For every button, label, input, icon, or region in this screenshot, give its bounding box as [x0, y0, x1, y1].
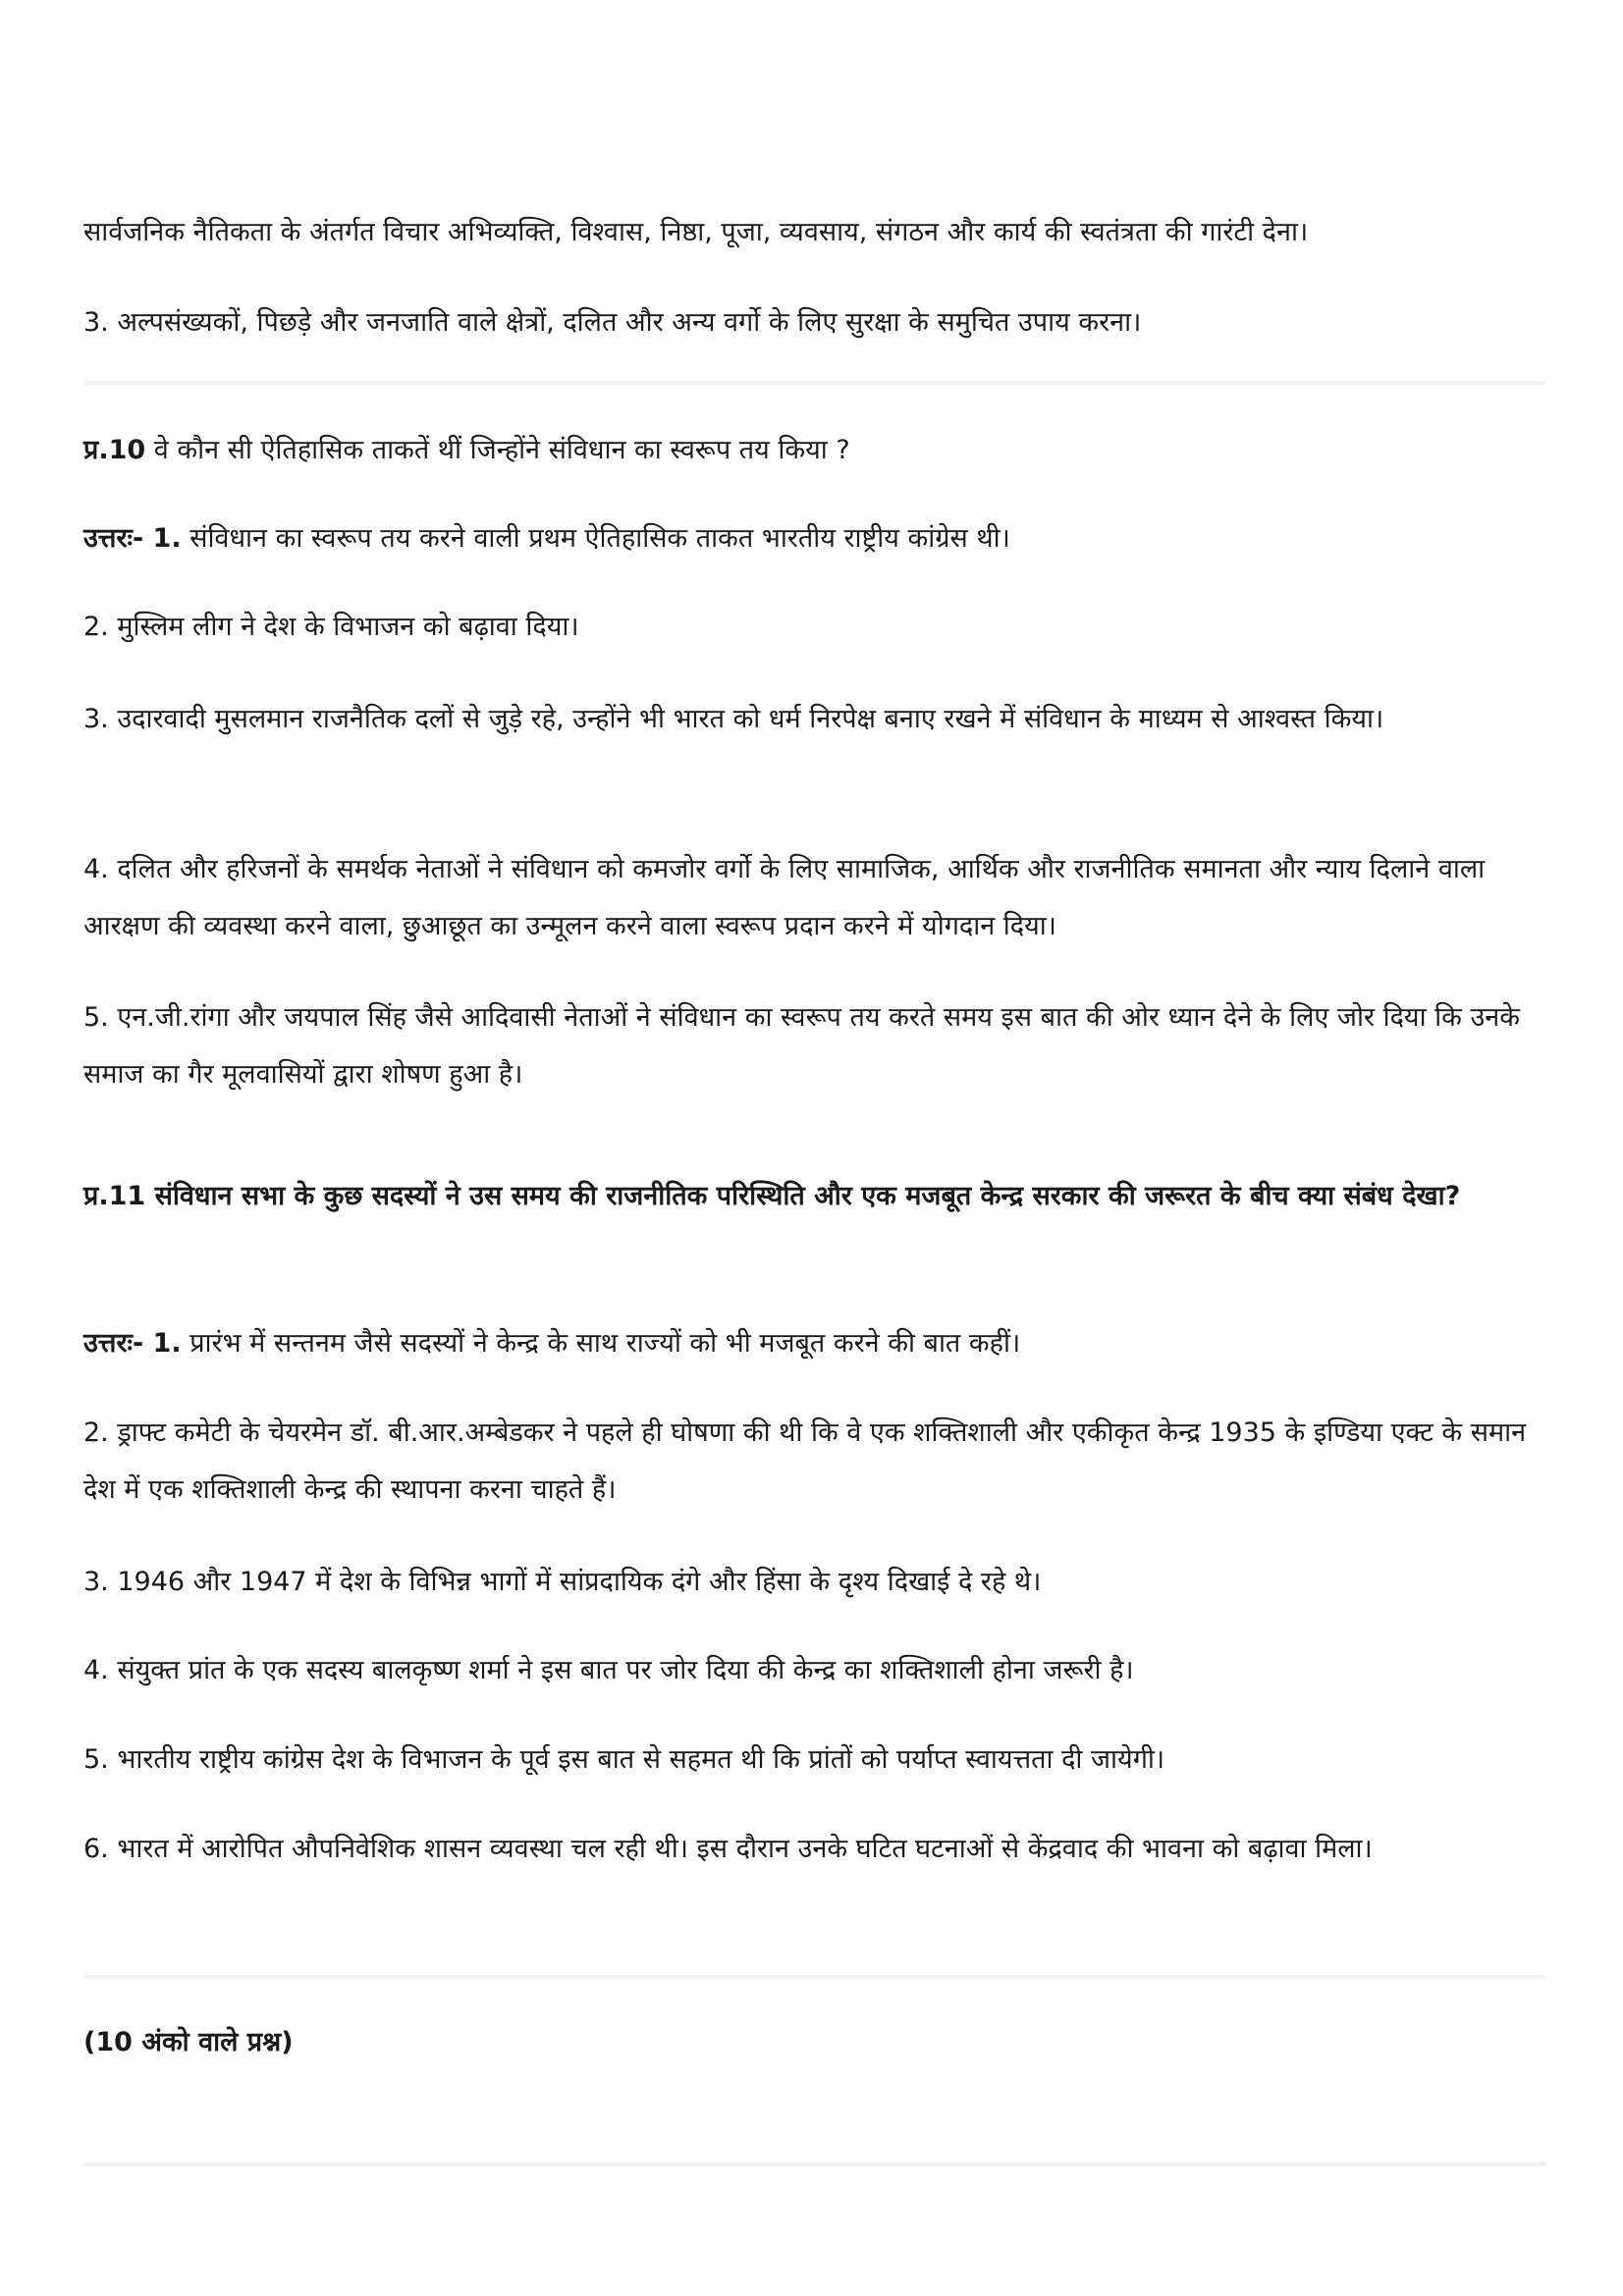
q11-point-3: 3. 1946 और 1947 में देश के विभिन्न भागों में सांप्रदायिक दंगे और हिंसा के दृश्य दिखाई दे रहे थे।: [83, 1567, 1042, 1597]
divider: [83, 381, 1546, 385]
section-heading: (10 अंको वाले प्रश्न): [83, 2027, 294, 2057]
q11-question: प्र.11 संविधान सभा के कुछ सदस्यों ने उस समय की राजनीतिक परिस्थिति और एक मजबूत केन्द्र सरकार की जरूरत के बीच क्या संबंध देखा?: [83, 1181, 1461, 1211]
q11-point-2: 2. ड्राफ्ट कमेटी के चेयरमेन डॉ. बी.आर.अम्बेडकर ने पहले ही घोषणा की थी कि वे एक शक्तिशाली और एकीकृत केन्द्र 1935 के इण्डिया एक्ट के समान देश में एक शक्तिशाली केन्द्र की स्थापना करना चाहते हैं।: [83, 1417, 1527, 1505]
q10-answer-first: [83, 510, 1546, 567]
intro-point-3: 3. अल्पसंख्यकों, पिछड़े और जनजाति वाले क्षेत्रों, दलित और अन्य वर्गो के लिए सुरक्षा के समुचित उपाय करना।: [83, 307, 1142, 338]
q10-point-5: 5. एन.जी.रांगा और जयपाल सिंह जैसे आदिवासी नेताओं ने संविधान का स्वरूप तय करते समय इस बात की ओर ध्यान देने के लिए जोर दिया कि उनके समाज का गैर मूलवासियों द्वारा शोषण हुआ है।: [83, 1002, 1520, 1090]
q11-point-6: 6. भारत में आरोपित औपनिवेशिक शासन व्यवस्था चल रही थी। इस दौरान उनके घटित घटनाओं से केंद्रवाद की भावना को बढ़ावा मिला।: [83, 1834, 1373, 1864]
q10-question: [83, 422, 1546, 479]
q10-point-4: 4. दलित और हरिजनों के समर्थक नेताओं ने संविधान को कमजोर वर्गो के लिए सामाजिक, आर्थिक और राजनीतिक समानता और न्याय दिलाने वाला आरक्षण की व्यवस्था करने वाला, छुआछूत का उन्मूलन करने वाला स्वरूप प्रदान करने में योगदान दिया।: [83, 854, 1486, 941]
q11-answer-first: [83, 1315, 1546, 1372]
q10-question-text: वे कौन सी ऐतिहासिक ताकतें थीं जिन्होंने संविधान का स्वरूप तय किया ?: [145, 435, 850, 465]
q11-point-5: 5. भारतीय राष्ट्रीय कांग्रेस देश के विभाजन के पूर्व इस बात से सहमत थी कि प्रांतों को पर्याप्त स्वायत्तता दी जायेगी।: [83, 1744, 1165, 1775]
q11-point-4: 4. संयुक्त प्रांत के एक सदस्य बालकृष्ण शर्मा ने इस बात पर जोर दिया की केन्द्र का शक्तिशाली होना जरूरी है।: [83, 1655, 1134, 1685]
q10-number: प्र.10: [83, 435, 146, 465]
q10-answer-text: संविधान का स्वरूप तय करने वाली प्रथम ऐतिहासिक ताकत भारतीय राष्ट्रीय कांग्रेस थी।: [181, 523, 1010, 554]
q10-point-3: 3. उदारवादी मुसलमान राजनैतिक दलों से जुड़े रहे, उन्होंने भी भारत को धर्म निरपेक्ष बनाए रखने में संविधान के माध्यम से आश्वस्त किया।: [83, 704, 1384, 734]
intro-line: सार्वजनिक नैतिकता के अंतर्गत विचार अभिव्यक्ति, विश्वास, निष्ठा, पूजा, व्यवसाय, संगठन और कार्य की स्वतंत्रता की गारंटी देना।: [83, 217, 1309, 247]
q10-answer-label: उत्तरः- 1.: [83, 523, 182, 554]
q11-answer-label: उत्तरः- 1.: [83, 1328, 182, 1359]
divider: [83, 2163, 1546, 2166]
q10-point-2: 2. मुस्लिम लीग ने देश के विभाजन को बढ़ावा दिया।: [83, 612, 579, 642]
q11-answer-text: प्रारंभ में सन्तनम जैसे सदस्यों ने केन्द्र के साथ राज्यों को भी मजबूत करने की बात कहीं।: [181, 1328, 1021, 1359]
divider: [83, 1975, 1546, 1979]
